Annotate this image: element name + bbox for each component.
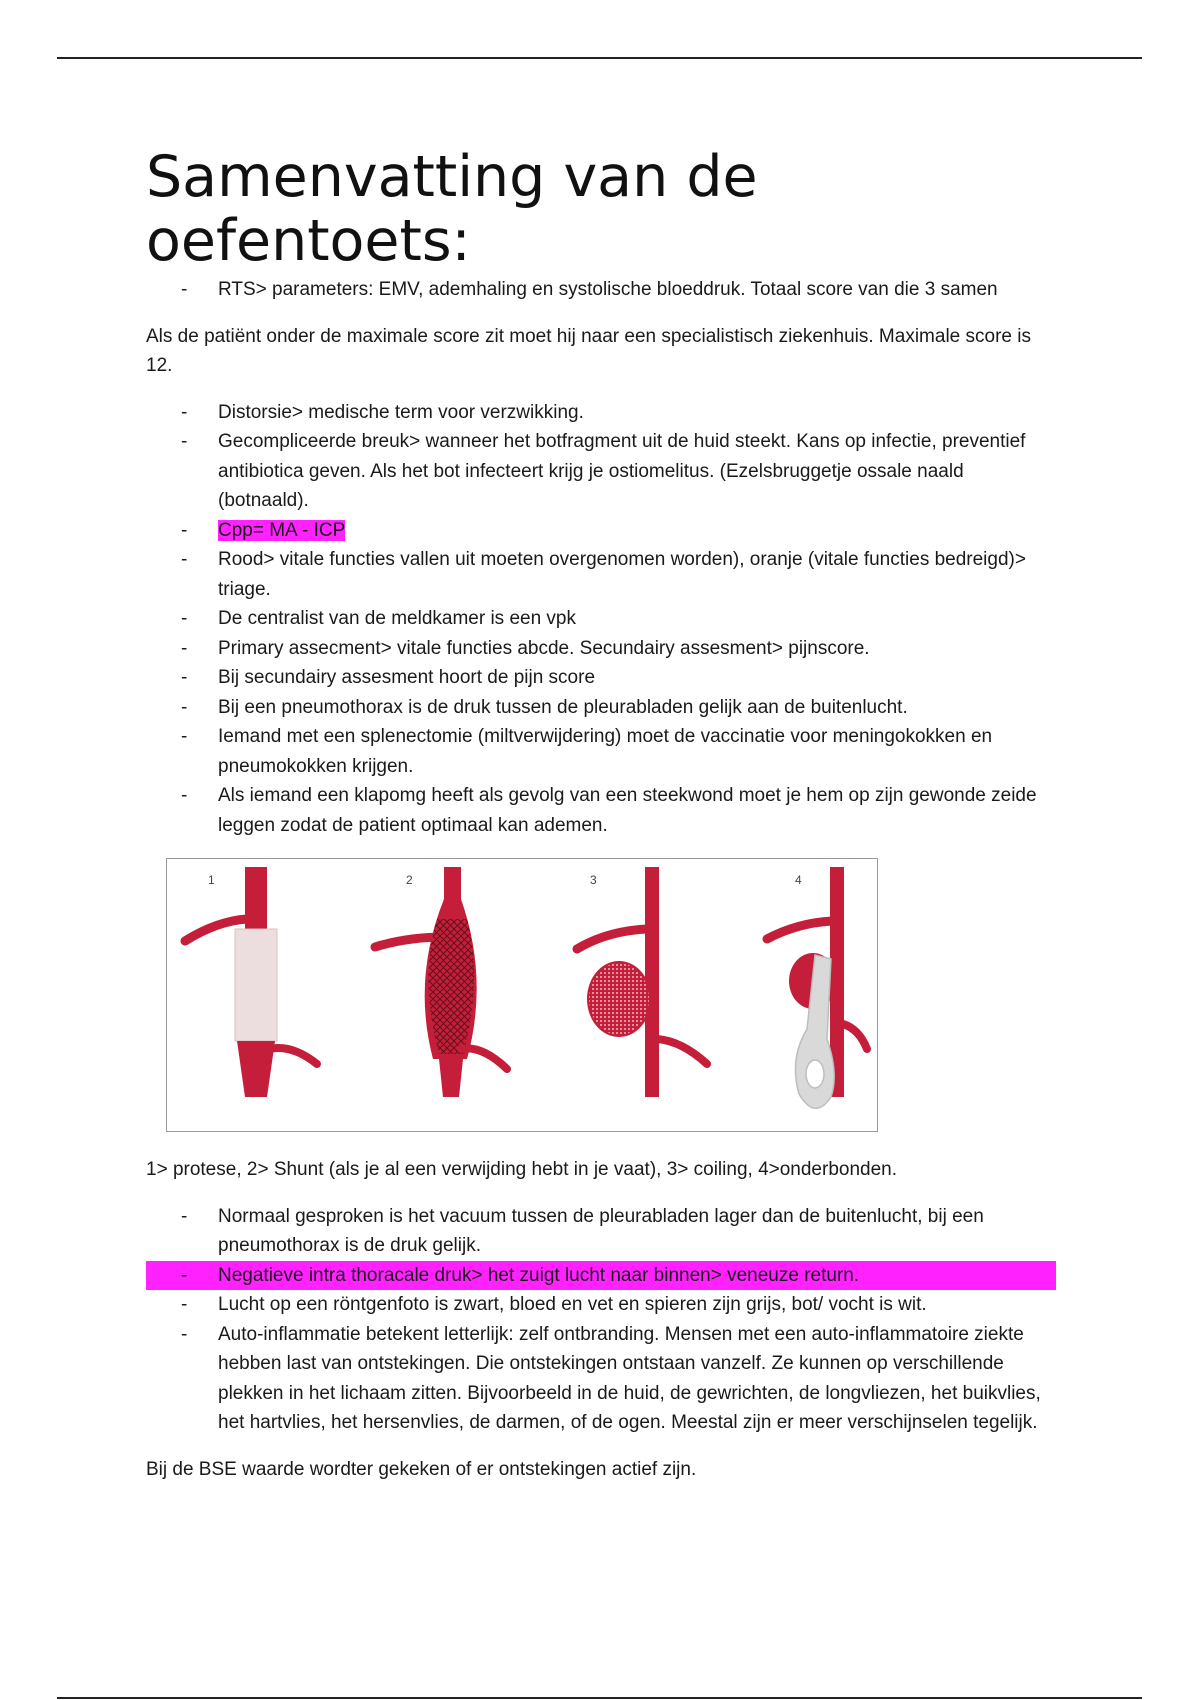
list-item: - Rood> vitale functies vallen uit moeten overgenomen worden), oranje (vitale functies bedreigd)> triage. — [181, 549, 1026, 600]
aneurysm-treatment-figure — [166, 858, 878, 1132]
figure-label-1: 1 — [208, 873, 215, 887]
document-content — [146, 145, 1056, 1484]
figure-caption: 1> protese, 2> Shunt (als je al een verwijding hebt in je vaat), 3> coiling, 4>onderbonden. — [146, 1159, 898, 1180]
vessel-stent — [375, 867, 507, 1097]
list-item-highlighted: - Cpp= MA - ICP — [181, 519, 346, 541]
page-title: Samenvatting van de oefentoets: — [146, 144, 758, 274]
list-item: - Bij een pneumothorax is de druk tussen de pleurabladen gelijk aan de buitenlucht. — [181, 696, 908, 718]
list-item: - RTS> parameters: EMV, ademhaling en systolische bloeddruk. Totaal score van die 3 samen — [146, 275, 1056, 305]
list-item: - Auto-inflammatie betekent letterlijk: zelf ontbranding. Mensen met een auto-inflammatoire ziekte hebben last van ontstekingen. Die ontstekingen ontstaan vanzelf. Ze kunnen op verschillende plekken in het lichaam zitten. Bijvoorbeeld in de huid, de gewrichten, de longvliezen, het buikvlies, het hartvlies, het hersenvlies, de darmen, of de ogen. Meestal zijn er meer verschijnselen tegelijk. — [181, 1323, 1041, 1433]
vessel-illustrations — [167, 859, 877, 1131]
figure-label-3: 3 — [590, 873, 597, 887]
list-item: - Lucht op een röntgenfoto is zwart, bloed en vet en spieren zijn grijs, bot/ vocht is wit. — [181, 1294, 927, 1315]
paragraph-bse: Bij de BSE waarde wordter gekeken of er ontstekingen actief zijn. — [146, 1458, 697, 1480]
list-item: - Als iemand een klapomg heeft als gevolg van een steekwond moet je hem op zijn gewonde zeide leggen zodat de patient optimaal kan ademen. — [181, 785, 1037, 836]
highlight-thoracale-druk: Negatieve intra thoracale druk> het zuigt lucht naar binnen> veneuze return. — [218, 1264, 860, 1286]
header-rule — [57, 57, 1142, 59]
bullet-list-second — [146, 1202, 1056, 1438]
paragraph-max-score: Als de patiënt onder de maximale score zit moet hij naar een specialistisch ziekenhuis. Maximale score is 12. — [146, 325, 1031, 376]
list-item: - Normaal gesproken is het vacuum tussen de pleurabladen lager dan de buitenlucht, bij een pneumothorax is de druk gelijk. — [181, 1205, 984, 1256]
figure-label-4: 4 — [795, 873, 802, 887]
vessel-graft — [185, 867, 317, 1097]
highlight-cpp: Cpp= MA - ICP — [218, 519, 346, 541]
list-item: - De centralist van de meldkamer is een vpk — [181, 608, 576, 629]
list-item: - Distorsie> medische term voor verzwikking. — [181, 401, 584, 423]
list-item: - Primary assecment> vitale functies abcde. Secundairy assesment> pijnscore. — [181, 637, 870, 659]
list-item: - Bij secundairy assesment hoort de pijn score — [181, 667, 596, 688]
dash-marker: - — [181, 279, 188, 300]
figure-label-2: 2 — [406, 873, 413, 887]
footer-rule — [57, 1697, 1142, 1699]
vessel-clipped — [767, 867, 867, 1108]
bullet-list-main — [146, 398, 1056, 841]
bullet-list-rts — [146, 275, 1056, 305]
list-item: - Gecompliceerde breuk> wanneer het botfragment uit de huid steekt. Kans op infectie, preventief antibiotica geven. Als het bot infecteert krijg je ostiomelitus. (Ezelsbruggetje ossale naald (botnaald). — [181, 431, 1026, 511]
list-item: - Iemand met een splenectomie (miltverwijdering) moet de vaccinatie voor meningokokken en pneumokokken krijgen. — [181, 726, 993, 777]
vessel-coiling — [577, 867, 707, 1097]
list-item-highlighted: - Negatieve intra thoracale druk> het zuigt lucht naar binnen> veneuze return. — [146, 1261, 1056, 1291]
